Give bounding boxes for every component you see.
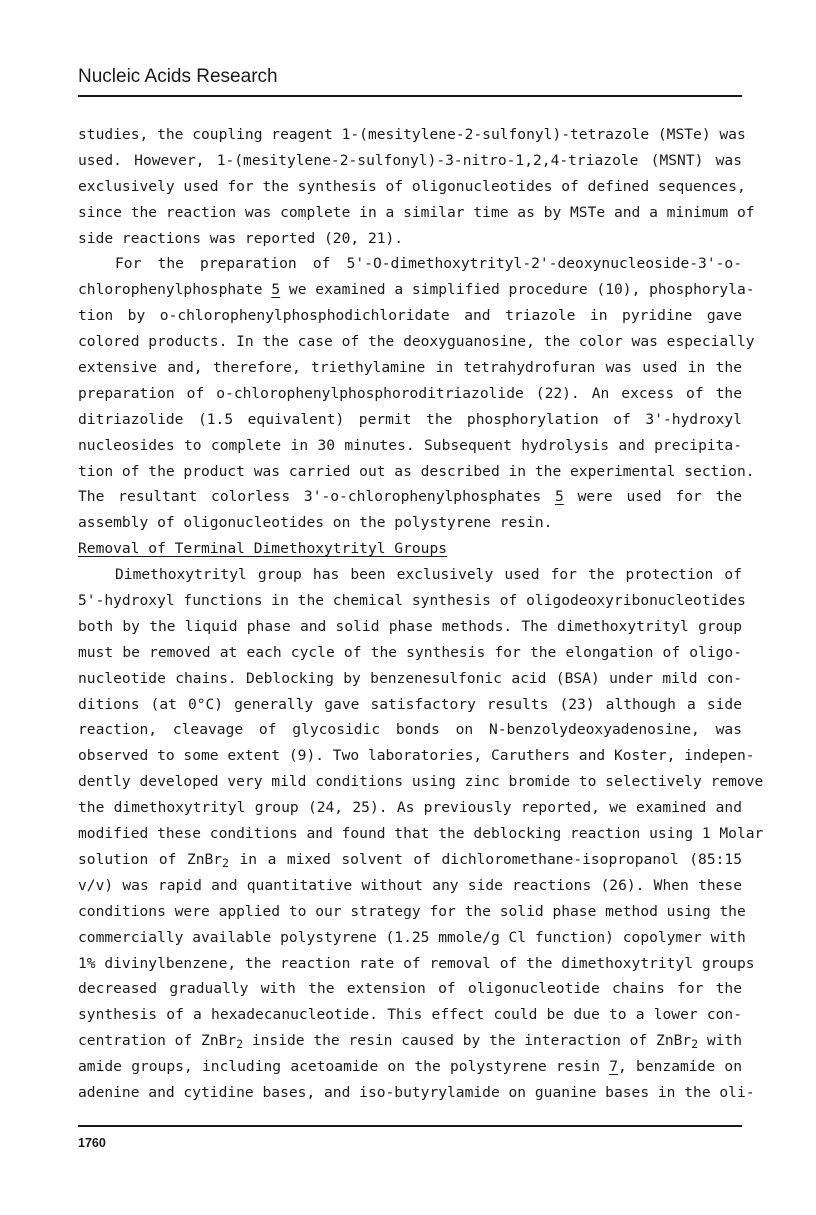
text-line: studies, the coupling reagent 1-(mesitylene-2-sulfonyl)-tetrazole (MSTe) was [78, 126, 746, 143]
text-line: v/v) was rapid and quantitative without any side reactions (26). When these [78, 876, 742, 894]
text-line: 5'-hydroxyl functions in the chemical synthesis of oligodeoxyribonucleotides [78, 592, 746, 610]
text-line: tion of the product was carried out as described in the experimental section. [78, 462, 755, 480]
text-line: exclusively used for the synthesis of oligonucleotides of defined sequences, [78, 177, 746, 195]
compound-ref: 7 [609, 1058, 618, 1076]
text-line: amide groups, including acetoamide on the polystyrene resin 7, benzamide on [78, 1058, 742, 1076]
text-line: side reactions was reported (20, 21). [78, 229, 404, 247]
compound-ref: 5 [271, 281, 281, 299]
body-text [78, 122, 764, 1106]
text-line: chlorophenylphosphate 5 we examined a simplified procedure (10), phosphoryla- [78, 281, 755, 299]
footer-rule [78, 1125, 742, 1127]
text-line: nucleosides to complete in 30 minutes. Subsequent hydrolysis and precipita- [78, 436, 742, 454]
text-line: For the preparation of 5'-O-dimethoxytrityl-2'-deoxynucleoside-3'-o- [115, 255, 742, 273]
text-line: centration of ZnBr$_2$ inside the resin caused by the interaction of ZnBr$_2$ with [78, 1032, 742, 1052]
header-rule [78, 95, 742, 97]
text-line: ditriazolide (1.5 equivalent) permit the phosphorylation of 3'-hydroxyl [78, 410, 742, 428]
text-line: commercially available polystyrene (1.25 mmole/g Cl function) copolymer with [78, 928, 746, 946]
text-line: tion by o-chlorophenylphosphodichloridate and triazole in pyridine gave [78, 307, 742, 325]
text-line: ditions (at 0°C) generally gave satisfactory results (23) although a side [78, 695, 742, 713]
text-line: colored products. In the case of the deoxyguanosine, the color was especially [78, 333, 755, 351]
text-line: adenine and cytidine bases, and iso-butyrylamide on guanine bases in the oli- [78, 1083, 755, 1101]
text-line: conditions were applied to our strategy for the solid phase method using the [78, 902, 746, 920]
text-line: synthesis of a hexadecanucleotide. This effect could be due to a lower con- [78, 1006, 742, 1024]
text-line: the dimethoxytrityl group (24, 25). As previously reported, we examined and [78, 799, 742, 817]
text-line: dently developed very mild conditions using zinc bromide to selectively remove [78, 773, 764, 791]
text-line: must be removed at each cycle of the synthesis for the elongation of oligo- [78, 643, 742, 661]
text-line: The resultant colorless 3'-o-chlorophenylphosphates 5 were used for the [78, 488, 742, 506]
text-line: since the reaction was complete in a similar time as by MSTe and a minimum of [78, 203, 755, 221]
journal-title: Nucleic Acids Research [78, 66, 278, 87]
text-line: reaction, cleavage of glycosidic bonds on N-benzolydeoxyadenosine, was [78, 721, 742, 739]
text-line: preparation of o-chlorophenylphosphoroditriazolide (22). An excess of the [78, 384, 742, 402]
text-line: decreased gradually with the extension of oligonucleotide chains for the [78, 980, 742, 998]
text-line: used. However, 1-(mesitylene-2-sulfonyl)-3-nitro-1,2,4-triazole (MSNT) was [78, 151, 742, 169]
text-line: nucleotide chains. Deblocking by benzenesulfonic acid (BSA) under mild con- [78, 669, 742, 687]
text-line: extensive and, therefore, triethylamine in tetrahydrofuran was used in the [78, 359, 742, 377]
text-line: modified these conditions and found that the deblocking reaction using 1 Molar [78, 825, 764, 843]
text-line: solution of ZnBr$_2$ in a mixed solvent of dichloromethane-isopropanol (85:15 [78, 850, 742, 870]
text-line: both by the liquid phase and solid phase methods. The dimethoxytrityl group [78, 617, 742, 635]
text-line: 1% divinylbenzene, the reaction rate of removal of the dimethoxytrityl groups [78, 954, 755, 972]
compound-ref: 5 [554, 488, 564, 506]
text-line: assembly of oligonucleotides on the polystyrene resin. [78, 514, 553, 532]
page-number: 1760 [78, 1136, 106, 1150]
section-heading: Removal of Terminal Dimethoxytrityl Groups [78, 540, 448, 558]
text-line: Dimethoxytrityl group has been exclusively used for the protection of [115, 566, 742, 584]
text-line: observed to some extent (9). Two laboratories, Caruthers and Koster, indepen- [78, 747, 755, 765]
